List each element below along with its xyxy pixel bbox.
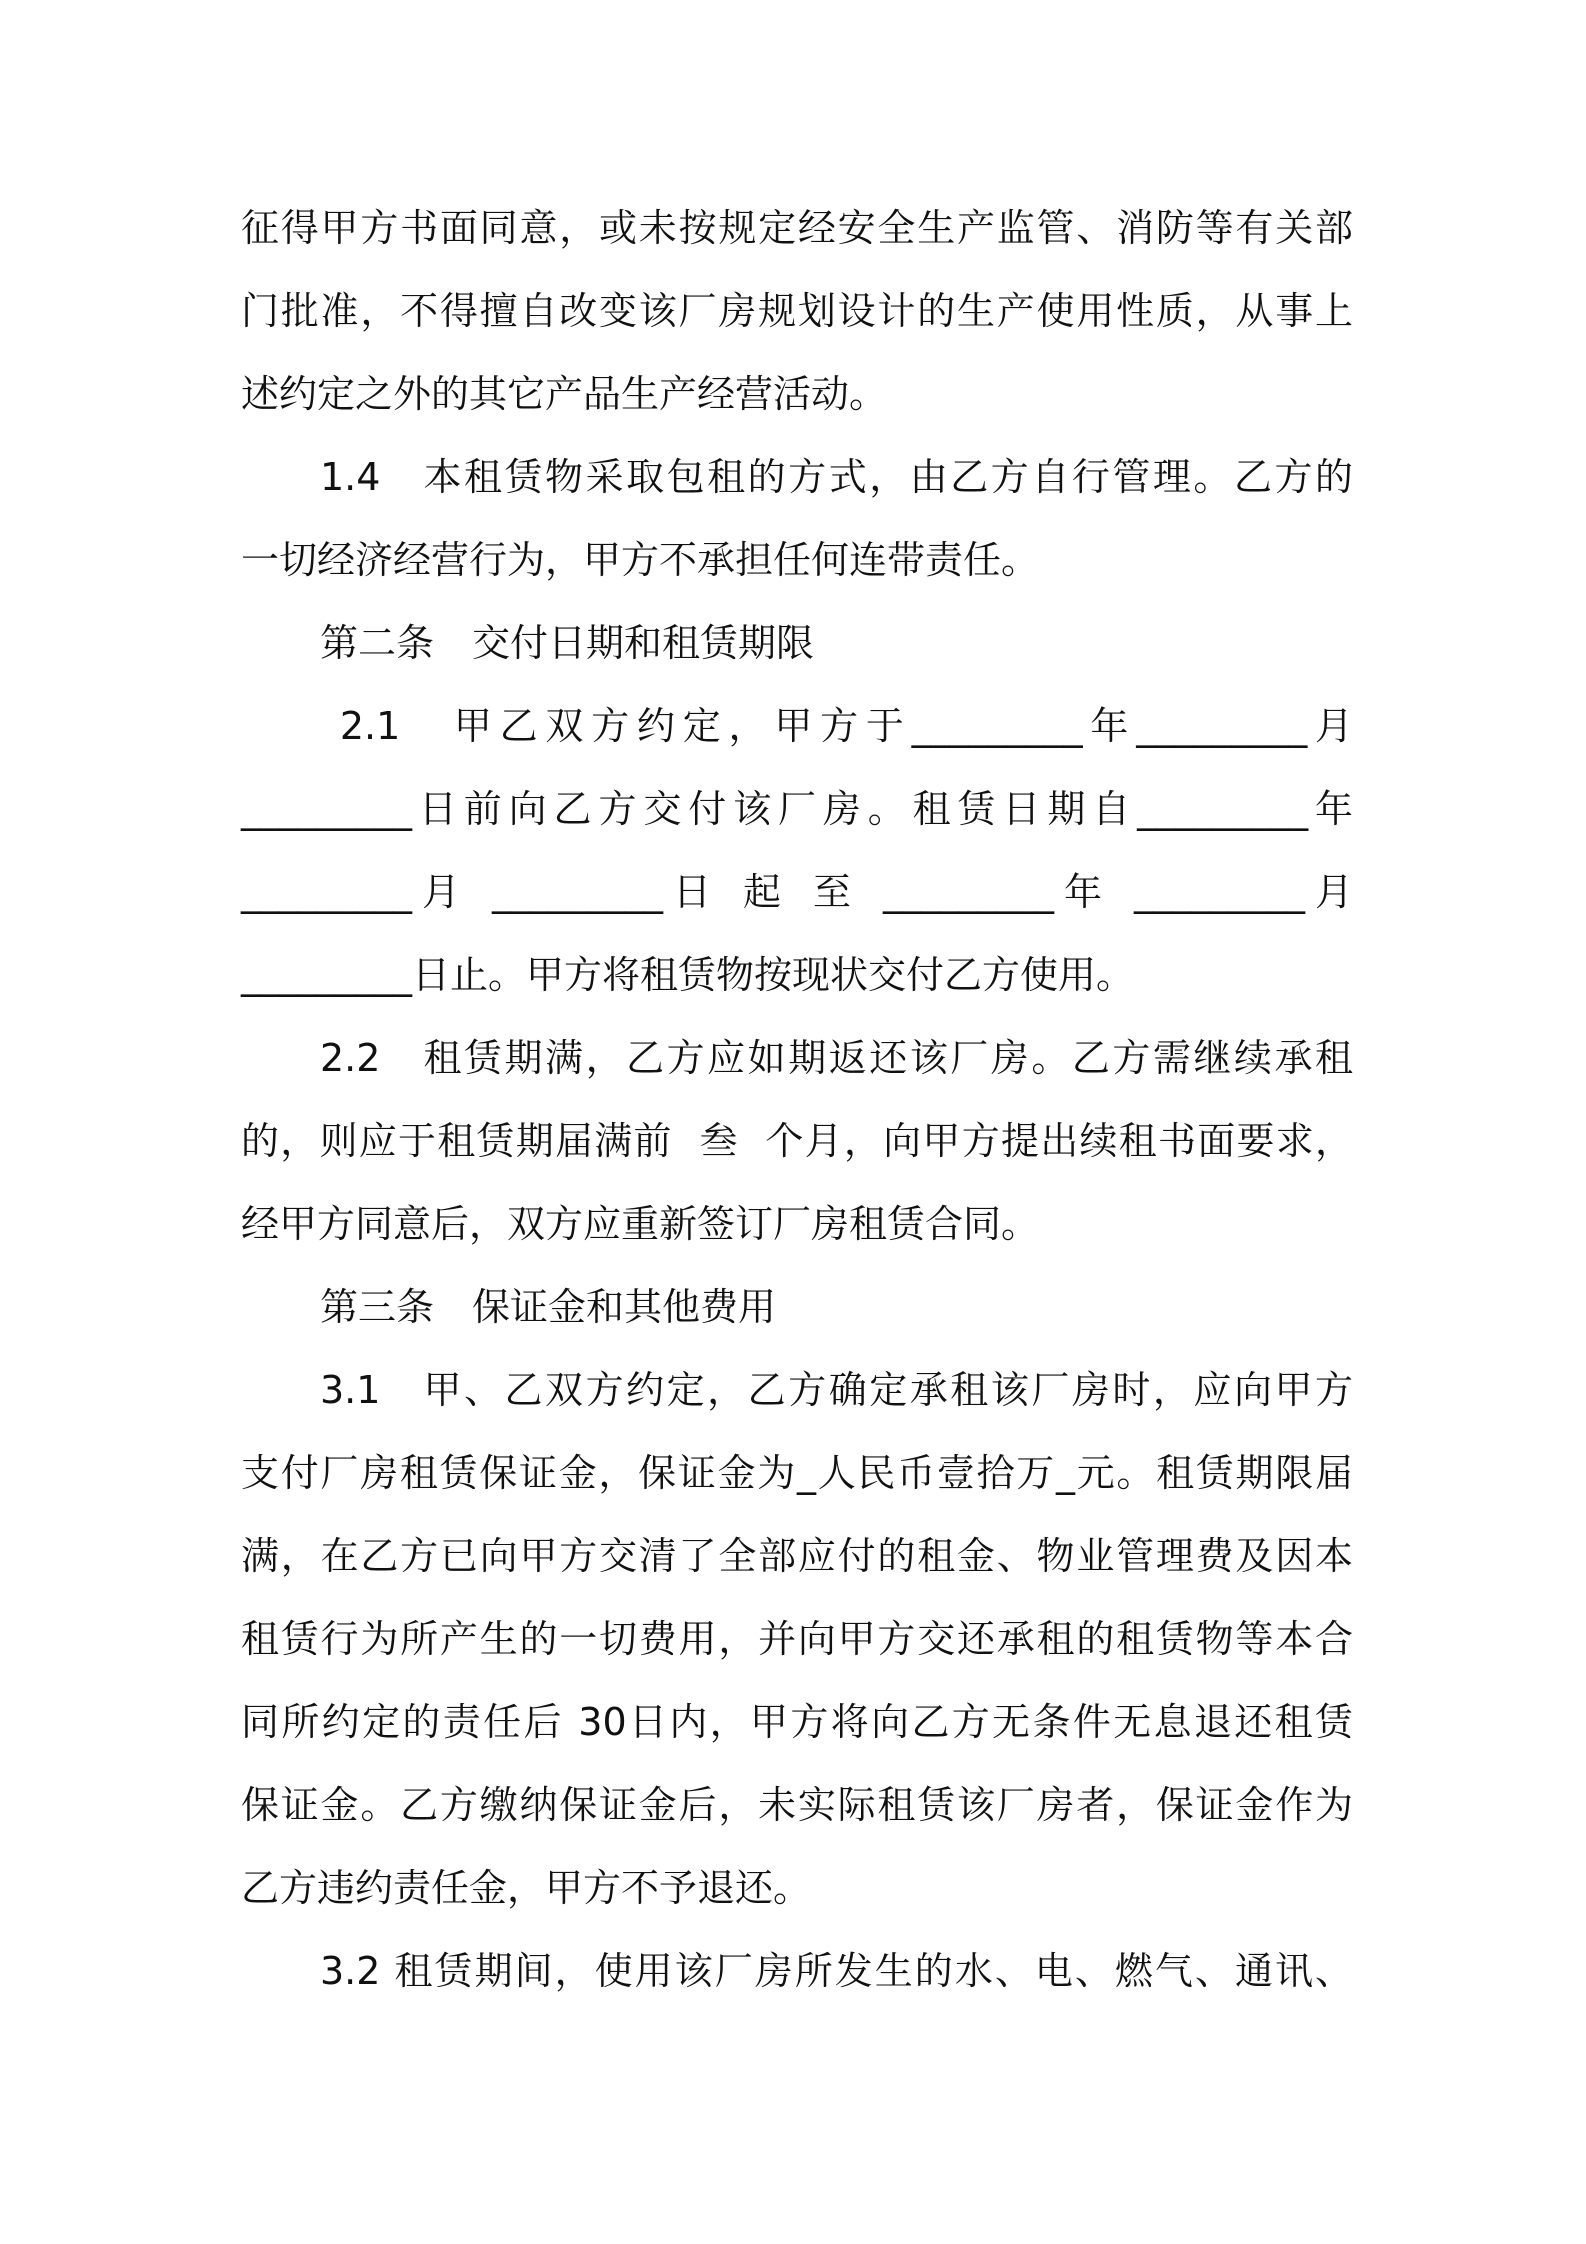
- text-line-3: 述约定之外的其它产品生产经营活动。: [241, 372, 888, 416]
- text-line-17: 满，在乙方已向甲方交清了全部应付的租金、物业管理费及因本: [241, 1534, 1353, 1578]
- text-line-11: 2.2 租赁期满，乙方应如期返还该厂房。乙方需继续承租: [320, 1036, 1353, 1080]
- text-line-15: 3.1 甲、乙双方约定，乙方确定承租该厂房时，应向甲方: [320, 1368, 1353, 1412]
- text-line-9: _________月 _________日 起 至 _________年 _________月: [241, 870, 1353, 914]
- text-line-8: _________日前向乙方交付该厂房。租赁日期自_________年: [241, 787, 1353, 831]
- text-line-19: 同所约定的责任后 30日内，甲方将向乙方无条件无息退还租赁: [241, 1700, 1353, 1744]
- text-line-18: 租赁行为所产生的一切费用，并向甲方交还承租的租赁物等本合: [241, 1617, 1353, 1661]
- section-heading-3: 第三条 保证金和其他费用: [320, 1285, 777, 1329]
- text-line-7: 2.1 甲乙双方约定，甲方于_________年_________月: [320, 704, 1353, 748]
- section-heading-2: 第二条 交付日期和租赁期限: [320, 621, 815, 665]
- text-line-4: 1.4 本租赁物采取包租的方式，由乙方自行管理。乙方的: [320, 455, 1353, 499]
- text-line-5: 一切经济经营行为，甲方不承担任何连带责任。: [241, 538, 1040, 582]
- text-line-10: _________日止。甲方将租赁物按现状交付乙方使用。: [241, 953, 1135, 997]
- text-line-20: 保证金。乙方缴纳保证金后，未实际租赁该厂房者，保证金作为: [241, 1783, 1353, 1827]
- text-line-16: 支付厂房租赁保证金，保证金为_人民币壹拾万_元。租赁期限届: [241, 1451, 1353, 1495]
- text-line-12: 的，则应于租赁期届满前 叁 个月，向甲方提出续租书面要求，: [241, 1119, 1353, 1163]
- text-line-1: 征得甲方书面同意，或未按规定经安全生产监管、消防等有关部: [241, 206, 1353, 250]
- text-line-13: 经甲方同意后，双方应重新签订厂房租赁合同。: [241, 1202, 1040, 1246]
- text-line-2: 门批准，不得擅自改变该厂房规划设计的生产使用性质，从事上: [241, 289, 1353, 333]
- text-line-21: 乙方违约责任金，甲方不予退还。: [241, 1866, 812, 1910]
- text-line-22: 3.2 租赁期间，使用该厂房所发生的水、电、燃气、通讯、: [320, 1949, 1353, 1993]
